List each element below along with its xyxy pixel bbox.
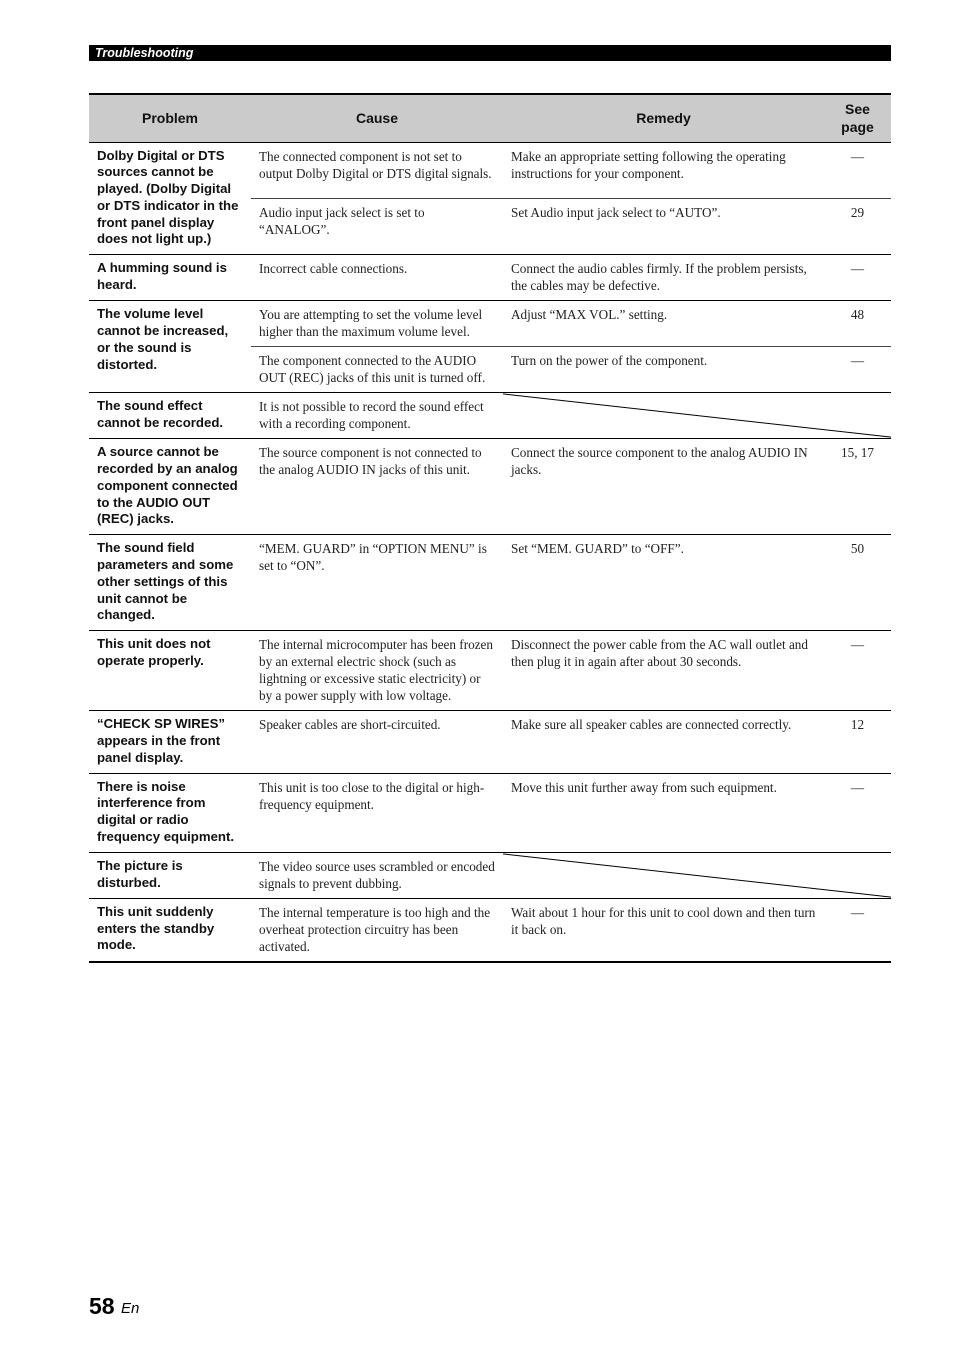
cause-cell: The connected component is not set to output Dolby Digital or DTS digital signals. xyxy=(251,142,503,198)
problem-cell: This unit does not operate properly. xyxy=(89,631,251,711)
remedy-cell: Make an appropriate setting following the operating instructions for your component. xyxy=(503,142,824,198)
remedy-cell: Make sure all speaker cables are connected correctly. xyxy=(503,711,824,773)
table-row xyxy=(89,898,891,962)
problem-cell: There is noise interference from digital or radio frequency equipment. xyxy=(89,773,251,852)
see-page-cell: 12 xyxy=(824,711,891,773)
troubleshooting-table xyxy=(89,93,891,963)
see-page-cell: 15, 17 xyxy=(824,439,891,535)
table-row xyxy=(89,631,891,711)
remedy-cell: Set “MEM. GUARD” to “OFF”. xyxy=(503,535,824,631)
see-page-cell: — xyxy=(824,255,891,301)
remedy-cell: Wait about 1 hour for this unit to cool down and then turn it back on. xyxy=(503,898,824,962)
see-page-cell: — xyxy=(824,631,891,711)
problem-cell: This unit suddenly enters the standby mode. xyxy=(89,898,251,962)
see-page-cell: 29 xyxy=(824,198,891,254)
remedy-cell: Connect the source component to the analog AUDIO IN jacks. xyxy=(503,439,824,535)
table-row xyxy=(89,393,891,439)
remedy-cell: Disconnect the power cable from the AC wall outlet and then plug it in again after about 30 seconds. xyxy=(503,631,824,711)
table-header-row xyxy=(89,94,891,142)
section-title: Troubleshooting xyxy=(95,46,194,60)
table-row xyxy=(89,255,891,301)
cause-cell: The video source uses scrambled or encoded signals to prevent dubbing. xyxy=(251,852,503,898)
table-row xyxy=(89,711,891,773)
cause-cell: Audio input jack select is set to “ANALOG”. xyxy=(251,198,503,254)
table-row xyxy=(89,773,891,852)
cause-cell: This unit is too close to the digital or high-frequency equipment. xyxy=(251,773,503,852)
table-row xyxy=(89,142,891,198)
cause-cell: Incorrect cable connections. xyxy=(251,255,503,301)
table-body xyxy=(89,142,891,962)
problem-cell: The picture is disturbed. xyxy=(89,852,251,898)
problem-cell: A source cannot be recorded by an analog component connected to the AUDIO OUT (REC) jacks. xyxy=(89,439,251,535)
table-row xyxy=(89,535,891,631)
problem-cell: “CHECK SP WIRES” appears in the front panel display. xyxy=(89,711,251,773)
problem-cell: Dolby Digital or DTS sources cannot be played. (Dolby Digital or DTS indicator in the front panel display does not light up.) xyxy=(89,142,251,255)
page-language: En xyxy=(121,1300,140,1317)
cause-cell: It is not possible to record the sound effect with a recording component. xyxy=(251,393,503,439)
diagonal-line xyxy=(503,394,891,437)
column-header-cause: Cause xyxy=(251,94,503,142)
section-title-bar xyxy=(89,45,891,61)
column-header-see-page: See page xyxy=(824,94,891,142)
diagonal-strike-mark xyxy=(503,853,891,898)
cause-cell: The source component is not connected to the analog AUDIO IN jacks of this unit. xyxy=(251,439,503,535)
cause-cell: Speaker cables are short-circuited. xyxy=(251,711,503,773)
see-page-cell: 50 xyxy=(824,535,891,631)
remedy-cell: Adjust “MAX VOL.” setting. xyxy=(503,301,824,347)
remedy-cell: Turn on the power of the component. xyxy=(503,347,824,393)
diagonal-line xyxy=(503,854,891,897)
column-header-problem: Problem xyxy=(89,94,251,142)
remedy-cell: Move this unit further away from such equipment. xyxy=(503,773,824,852)
problem-cell: The sound field parameters and some other settings of this unit cannot be changed. xyxy=(89,535,251,631)
cause-cell: You are attempting to set the volume level higher than the maximum volume level. xyxy=(251,301,503,347)
problem-cell: A humming sound is heard. xyxy=(89,255,251,301)
table-row xyxy=(89,852,891,898)
remedy-cell: Set Audio input jack select to “AUTO”. xyxy=(503,198,824,254)
problem-cell: The volume level cannot be increased, or the sound is distorted. xyxy=(89,301,251,393)
see-page-cell: — xyxy=(824,898,891,962)
see-page-cell: — xyxy=(824,773,891,852)
cause-cell: The internal microcomputer has been frozen by an external electric shock (such as lightning or excessive static electricity) or by a power supply with low voltage. xyxy=(251,631,503,711)
page-number: 58 xyxy=(89,1293,115,1319)
cause-cell: The component connected to the AUDIO OUT (REC) jacks of this unit is turned off. xyxy=(251,347,503,393)
see-page-cell: — xyxy=(824,347,891,393)
see-page-cell: 48 xyxy=(824,301,891,347)
diagonal-strike-mark xyxy=(503,393,891,438)
remedy-cell: Connect the audio cables firmly. If the problem persists, the cables may be defective. xyxy=(503,255,824,301)
table-row xyxy=(89,301,891,347)
not-applicable-cell xyxy=(503,393,891,439)
see-page-cell: — xyxy=(824,142,891,198)
table-row xyxy=(89,439,891,535)
cause-cell: The internal temperature is too high and the overheat protection circuitry has been activated. xyxy=(251,898,503,962)
column-header-remedy: Remedy xyxy=(503,94,824,142)
problem-cell: The sound effect cannot be recorded. xyxy=(89,393,251,439)
not-applicable-cell xyxy=(503,852,891,898)
cause-cell: “MEM. GUARD” in “OPTION MENU” is set to “ON”. xyxy=(251,535,503,631)
